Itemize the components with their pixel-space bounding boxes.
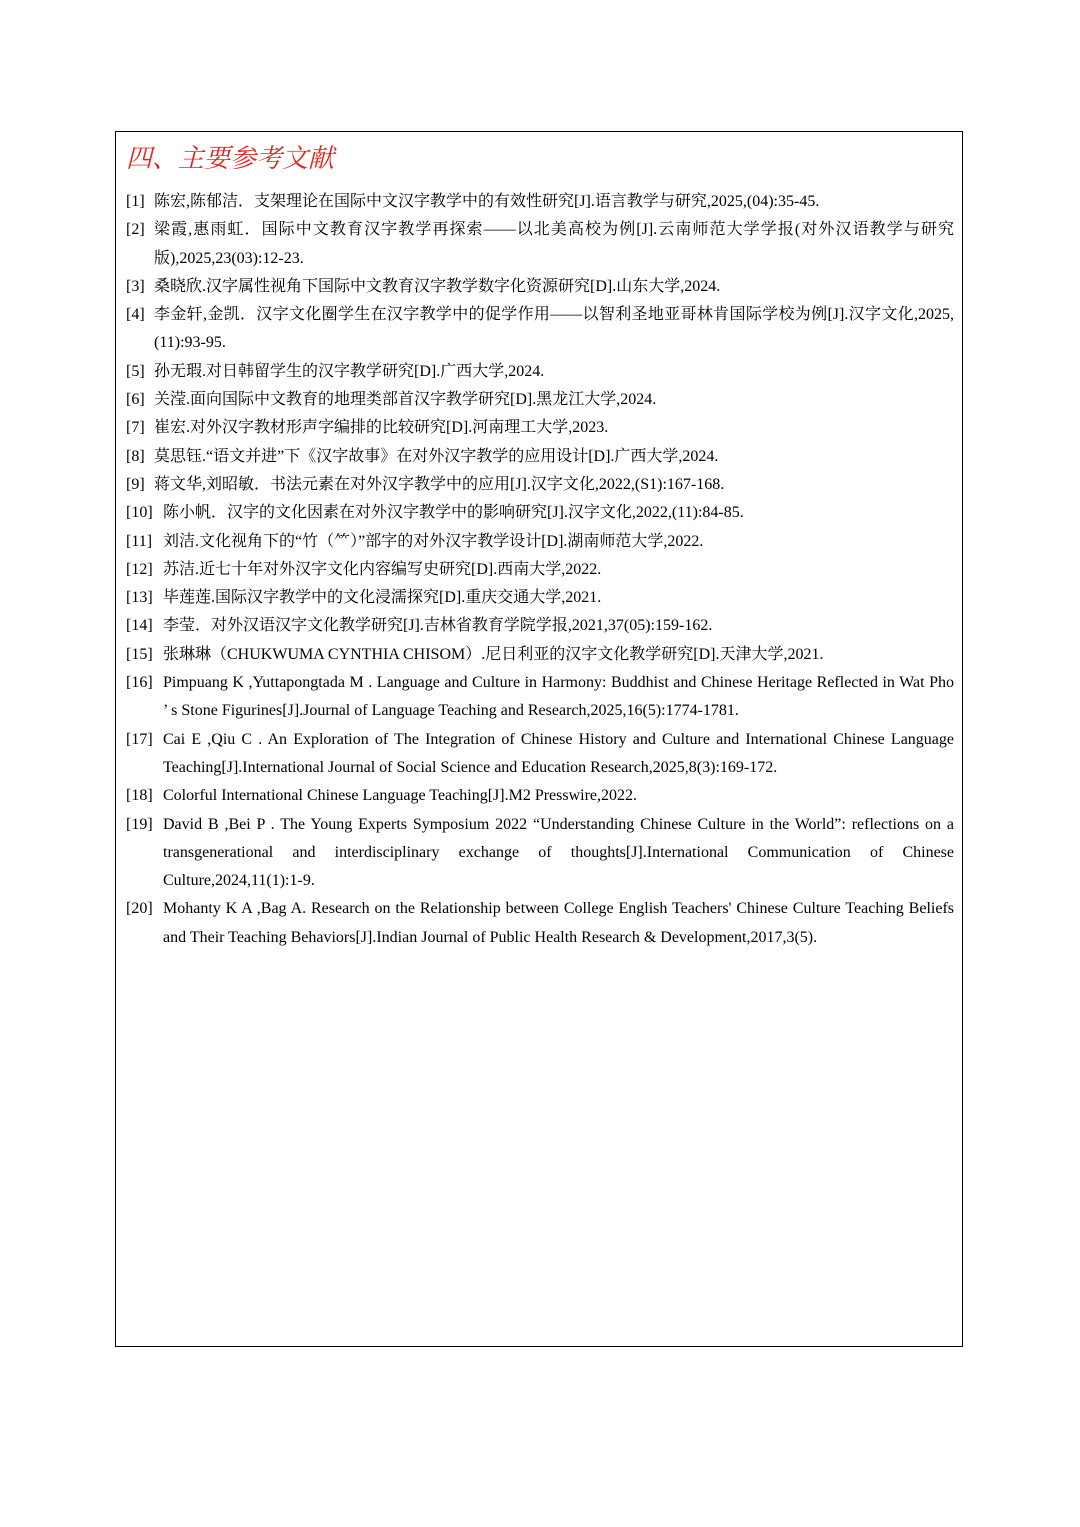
reference-text: Mohanty K A ,Bag A. Research on the Relationship between College English Teachers' Chinese Culture Teaching Beliefs and Their Teaching Behaviors[J].Indian Journal of Public Health Research & Development,2017,3(5). <box>163 900 954 946</box>
reference-number: [13] <box>126 589 153 607</box>
reference-number: [19] <box>126 815 153 833</box>
reference-item <box>126 669 954 726</box>
reference-text: 桑晓欣.汉字属性视角下国际中文教育汉字教学数字化资源研究[D].山东大学,2024. <box>154 277 721 295</box>
reference-text: 陈宏,陈郁洁．支架理论在国际中文汉字教学中的有效性研究[J].语言教学与研究,2025,(04):35-45. <box>154 193 820 210</box>
reference-item <box>126 528 954 556</box>
reference-number: [6] <box>126 391 145 409</box>
reference-number: [14] <box>126 617 153 635</box>
reference-list <box>126 188 954 952</box>
reference-item <box>126 782 954 810</box>
reference-text: 李莹．对外汉语汉字文化教学研究[J].吉林省教育学院学报,2021,37(05):159-162. <box>163 617 713 635</box>
reference-item <box>126 811 954 896</box>
reference-number: [3] <box>126 277 145 295</box>
reference-text: 崔宏.对外汉字教材形声字编排的比较研究[D].河南理工大学,2023. <box>154 419 609 437</box>
reference-text: 梁霞,惠雨虹．国际中文教育汉字教学再探索——以北美高校为例[J].云南师范大学学报(对外汉语教学与研究版),2025,23(03):12-23. <box>154 221 954 267</box>
reference-text: Pimpuang K ,Yuttapongtada M . Language and Culture in Harmony: Buddhist and Chinese Heritage Reflected in Wat Pho ’ s Stone Figurines[J].Journal of Language Teaching and Research,2025,16(5):1774-1781. <box>163 674 954 720</box>
reference-text: 莫思钰.“语文并进”下《汉字故事》在对外汉字教学的应用设计[D].广西大学,2024. <box>154 447 719 465</box>
reference-text: 毕莲莲.国际汉字教学中的文化浸濡探究[D].重庆交通大学,2021. <box>163 589 602 607</box>
reference-text: 蒋文华,刘昭敏．书法元素在对外汉字教学中的应用[J].汉字文化,2022,(S1):167-168. <box>154 475 725 493</box>
reference-item <box>126 584 954 612</box>
reference-text: 苏洁.近七十年对外汉字文化内容编写史研究[D].西南大学,2022. <box>163 560 602 578</box>
section-heading: 四、主要参考文献 <box>126 144 335 173</box>
reference-item <box>126 556 954 584</box>
reference-number: [1] <box>126 193 145 210</box>
reference-number: [7] <box>126 419 145 437</box>
reference-text: 关滢.面向国际中文教育的地理类部首汉字教学研究[D].黑龙江大学,2024. <box>154 391 657 409</box>
reference-number: [2] <box>126 221 145 239</box>
reference-item <box>126 216 954 273</box>
reference-number: [17] <box>126 730 153 748</box>
reference-item <box>126 188 954 216</box>
reference-number: [8] <box>126 447 145 465</box>
reference-text: David B ,Bei P . The Young Experts Symposium 2022 “Understanding Chinese Culture in the World”: reflections on a transgenerational and interdisciplinary exchange of thoughts[J].International Communication of Chinese Culture,2024,11(1):1-9. <box>163 815 954 890</box>
reference-number: [15] <box>126 645 153 663</box>
reference-number: [9] <box>126 475 145 493</box>
reference-item <box>126 443 954 471</box>
reference-item <box>126 273 954 301</box>
reference-text: 李金轩,金凯．汉字文化圈学生在汉字教学中的促学作用——以智利圣地亚哥林肯国际学校为例[J].汉字文化,2025,(11):93-95. <box>154 306 954 352</box>
reference-item <box>126 386 954 414</box>
reference-item <box>126 612 954 640</box>
reference-item <box>126 414 954 442</box>
reference-text: 陈小帆．汉字的文化因素在对外汉字教学中的影响研究[J].汉字文化,2022,(11):84-85. <box>163 504 744 522</box>
reference-number: [4] <box>126 306 145 324</box>
reference-item <box>126 499 954 527</box>
reference-text: Colorful International Chinese Language Teaching[J].M2 Presswire,2022. <box>163 787 638 805</box>
reference-item <box>126 471 954 499</box>
reference-item <box>126 895 954 952</box>
reference-number: [11] <box>126 532 153 550</box>
reference-item <box>126 301 954 358</box>
reference-text: Cai E ,Qiu C . An Exploration of The Integration of Chinese History and Culture and International Chinese Language Teaching[J].International Journal of Social Science and Education Research,2025,8(3):169-172. <box>163 730 954 776</box>
reference-number: [20] <box>126 900 153 918</box>
reference-number: [16] <box>126 674 153 692</box>
reference-item <box>126 641 954 669</box>
reference-number: [10] <box>126 504 153 522</box>
reference-number: [18] <box>126 787 153 805</box>
reference-number: [5] <box>126 362 145 380</box>
reference-text: 孙无瑕.对日韩留学生的汉字教学研究[D].广西大学,2024. <box>154 362 545 380</box>
reference-text: 刘洁.文化视角下的“竹（⺮）”部字的对外汉字教学设计[D].湖南师范大学,2022. <box>163 532 704 550</box>
reference-text: 张琳琳（CHUKWUMA CYNTHIA CHISOM）.尼日利亚的汉字文化教学研究[D].天津大学,2021. <box>163 645 824 663</box>
reference-item <box>126 726 954 783</box>
reference-number: [12] <box>126 560 153 578</box>
reference-item <box>126 358 954 386</box>
